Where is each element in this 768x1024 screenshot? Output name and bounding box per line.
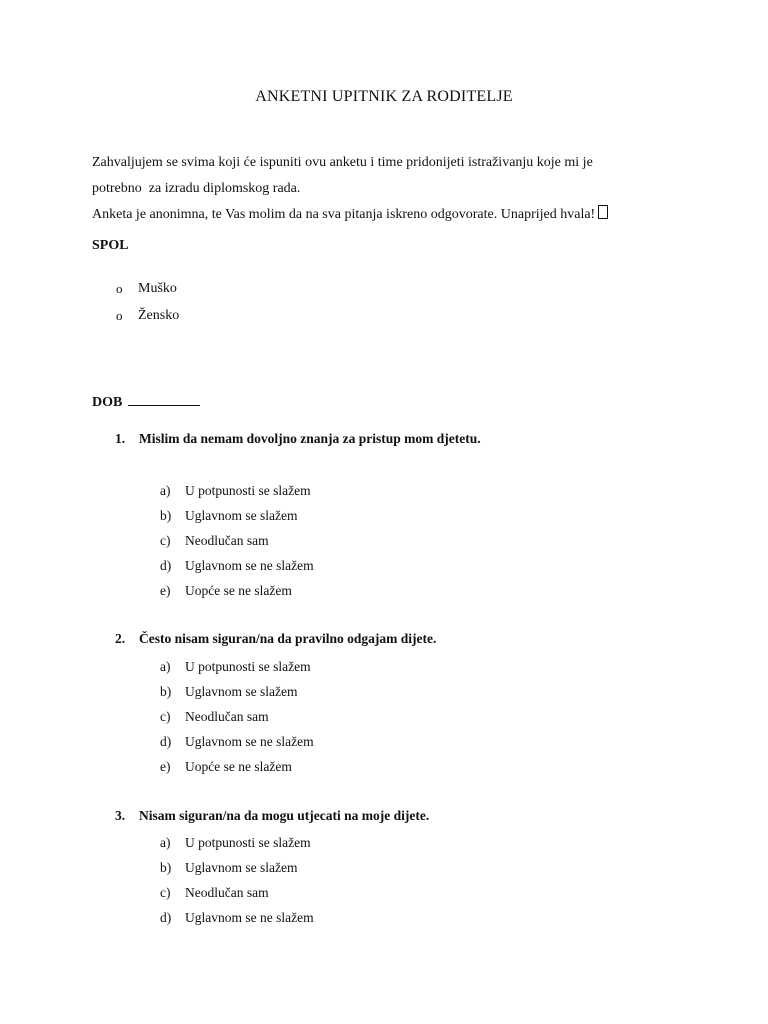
dob-field	[92, 393, 200, 411]
question-1-options	[160, 478, 314, 603]
question-text: Nisam siguran/na da mogu utjecati na moje dijete.	[139, 808, 430, 823]
answer-option[interactable]: a) U potpunosti se slažem	[160, 482, 311, 498]
dob-heading: DOB	[92, 395, 123, 410]
question-number: 1.	[115, 431, 126, 446]
answer-option[interactable]: d) Uglavnom se ne slažem	[160, 733, 314, 749]
spol-option-label: Muško	[138, 280, 177, 296]
intro-line-1: Zahvaljujem se svima koji će ispuniti ovu anketu i time pridonijeti istraživanju koje mi je	[92, 155, 593, 170]
intro-line-2: potrebno za izradu diplomskog rada.	[92, 181, 301, 196]
answer-option[interactable]: c) Neodlučan sam	[160, 884, 269, 900]
answer-option[interactable]: d) Uglavnom se ne slažem	[160, 909, 314, 925]
smiley-placeholder-icon	[598, 205, 608, 219]
circle-bullet-icon: o	[116, 307, 123, 323]
spol-heading: SPOL	[92, 238, 129, 253]
answer-option[interactable]: d) Uglavnom se ne slažem	[160, 557, 314, 573]
answer-option[interactable]: c) Neodlučan sam	[160, 708, 269, 724]
answer-option[interactable]: b) Uglavnom se slažem	[160, 507, 298, 523]
intro-line-3: Anketa je anonimna, te Vas molim da na sva pitanja iskreno odgovorate. Unaprijed hvala!	[92, 202, 692, 228]
spol-option-musko[interactable]	[116, 275, 179, 302]
question-number: 2.	[115, 631, 126, 646]
answer-option[interactable]: e) Uopće se ne slažem	[160, 582, 292, 598]
answer-option[interactable]: b) Uglavnom se slažem	[160, 859, 298, 875]
intro-paragraph	[92, 150, 692, 228]
answer-option[interactable]: a) U potpunosti se slažem	[160, 834, 311, 850]
spol-options	[116, 275, 179, 329]
question-1	[115, 431, 481, 447]
question-2-options	[160, 654, 314, 779]
question-2	[115, 631, 436, 647]
answer-option[interactable]: a) U potpunosti se slažem	[160, 658, 311, 674]
answer-option[interactable]: c) Neodlučan sam	[160, 532, 269, 548]
dob-input-line[interactable]	[128, 393, 200, 406]
answer-option[interactable]: e) Uopće se ne slažem	[160, 758, 292, 774]
question-3-options	[160, 830, 314, 930]
question-text: Često nisam siguran/na da pravilno odgajam dijete.	[139, 631, 437, 646]
answer-option[interactable]: b) Uglavnom se slažem	[160, 683, 298, 699]
question-number: 3.	[115, 808, 126, 823]
circle-bullet-icon: o	[116, 280, 123, 296]
document-title: ANKETNI UPITNIK ZA RODITELJE	[255, 88, 513, 105]
question-3	[115, 808, 429, 824]
spol-option-zensko[interactable]	[116, 302, 179, 329]
spol-option-label: Žensko	[138, 307, 180, 323]
question-text: Mislim da nemam dovoljno znanja za pristup mom djetetu.	[139, 431, 481, 446]
